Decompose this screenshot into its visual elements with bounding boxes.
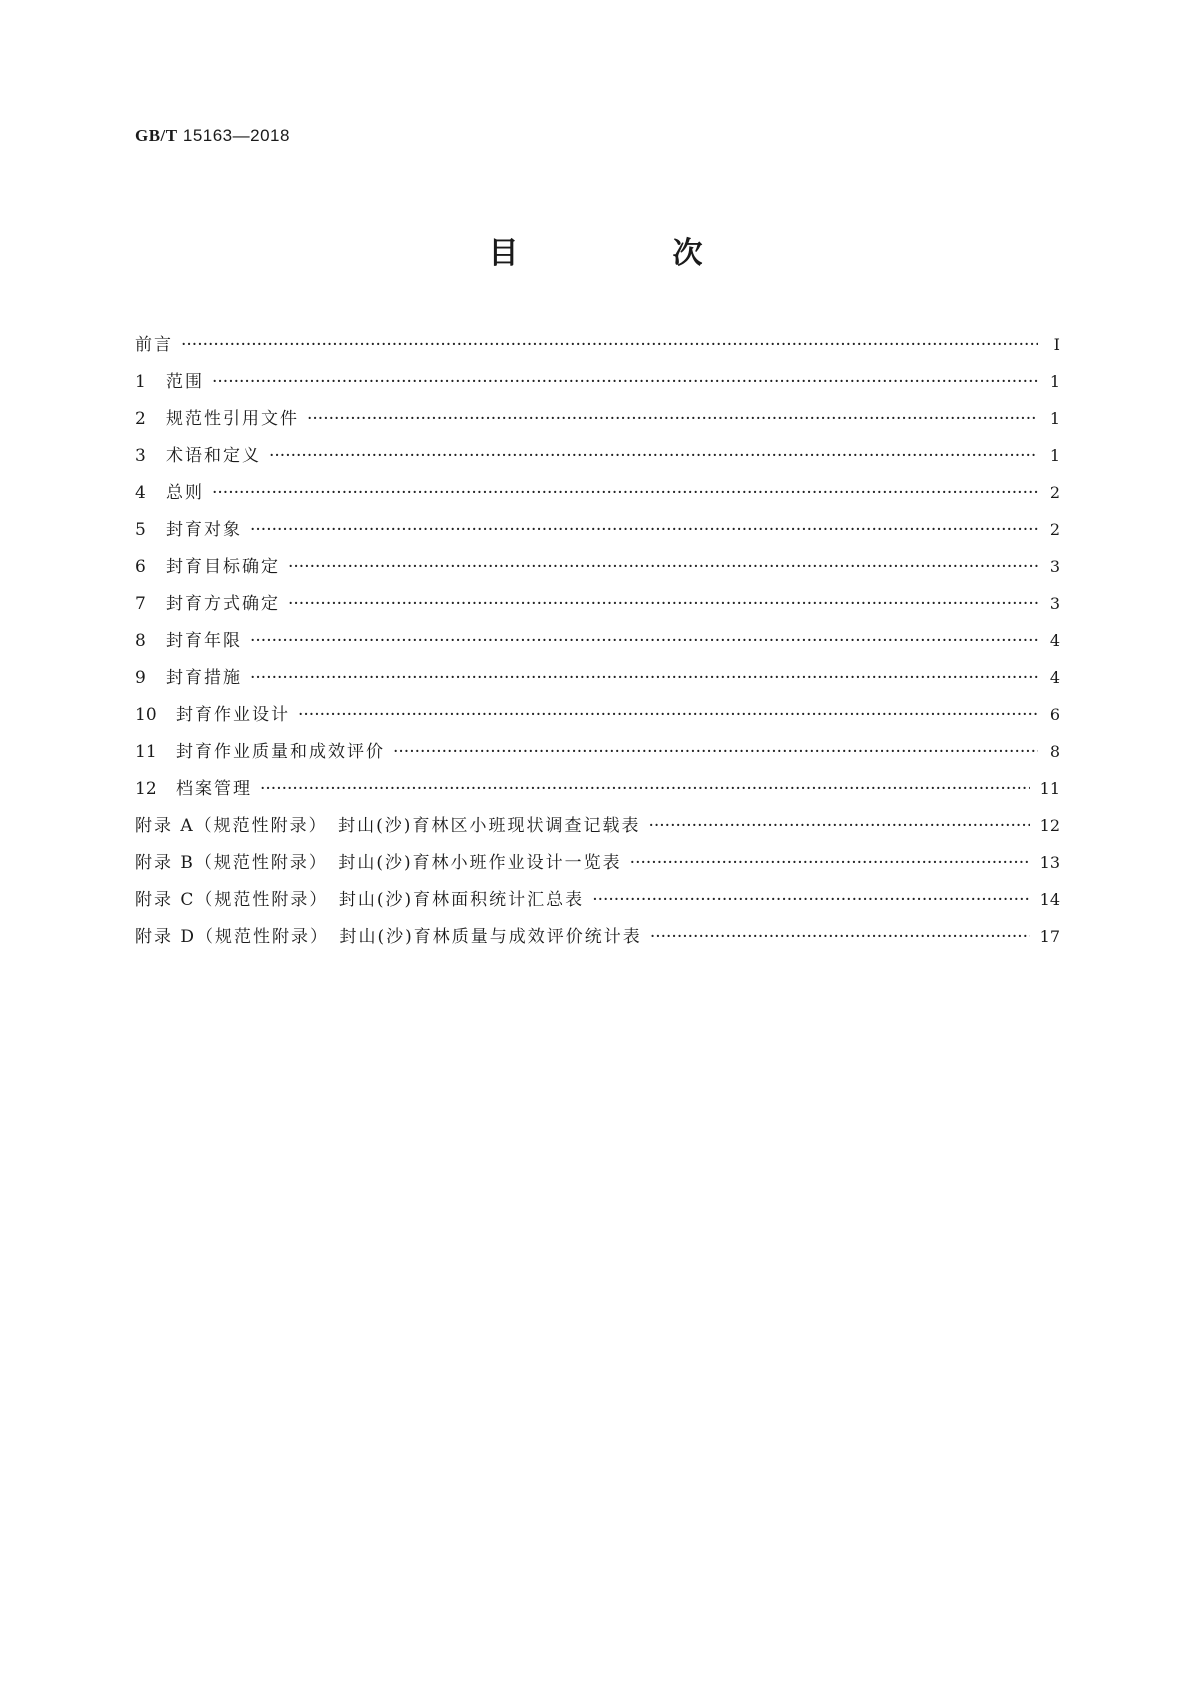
toc-entry-label: 附录 D（规范性附录） 封山(沙)育林质量与成效评价统计表 — [135, 927, 642, 947]
toc-entry-label: 封育年限 — [166, 631, 242, 651]
toc-leader-dots — [250, 623, 1038, 660]
toc-entry-number: 3 — [135, 446, 146, 466]
toc-leader-dots — [212, 475, 1038, 512]
toc-entry-label: 总则 — [166, 483, 204, 503]
toc-entry-number: 1 — [135, 372, 146, 392]
toc-entry-page: 14 — [1039, 890, 1060, 909]
toc-entry-page: 17 — [1039, 927, 1060, 946]
toc-entry-number: 11 — [135, 742, 157, 762]
toc-entry-page: 6 — [1049, 705, 1060, 724]
standard-code — [135, 126, 290, 146]
toc-entry-9[interactable] — [135, 659, 1060, 696]
toc-leader-dots — [288, 586, 1038, 623]
toc-leader-dots — [288, 549, 1038, 586]
toc-leader-dots — [212, 364, 1038, 401]
toc-entry-number: 4 — [135, 483, 146, 503]
standard-prefix: GB/T — [135, 126, 178, 145]
toc-entry-number: 2 — [135, 409, 146, 429]
toc-leader-dots — [648, 808, 1029, 845]
toc-leader-dots — [250, 660, 1038, 697]
toc-leader-dots — [393, 734, 1038, 771]
toc-entry-label: 封育对象 — [166, 520, 242, 540]
toc-entry-page: 12 — [1039, 816, 1060, 835]
toc-entry-label: 封育方式确定 — [166, 594, 280, 614]
table-of-contents — [135, 326, 1060, 955]
toc-entry-page: 1 — [1049, 409, 1060, 428]
toc-leader-dots — [181, 327, 1038, 364]
toc-entry-number: 5 — [135, 520, 146, 540]
toc-entry-label: 档案管理 — [176, 779, 252, 799]
toc-entry-number: 12 — [135, 779, 157, 799]
toc-entry-number: 8 — [135, 631, 146, 651]
toc-entry-number: 6 — [135, 557, 146, 577]
toc-entry-page: 1 — [1049, 372, 1060, 391]
toc-entry-7[interactable] — [135, 585, 1060, 622]
toc-entry-preface[interactable] — [135, 326, 1060, 363]
toc-entry-number: 7 — [135, 594, 146, 614]
toc-entry-label: 封育措施 — [166, 668, 242, 688]
toc-entry-number: 10 — [135, 705, 157, 725]
toc-entry-4[interactable] — [135, 474, 1060, 511]
toc-entry-page: 1 — [1049, 446, 1060, 465]
toc-entry-10[interactable] — [135, 696, 1060, 733]
toc-entry-appendix-a[interactable] — [135, 807, 1060, 844]
toc-entry-1[interactable] — [135, 363, 1060, 400]
toc-entry-page: 8 — [1049, 742, 1060, 761]
toc-entry-label: 附录 C（规范性附录） 封山(沙)育林面积统计汇总表 — [135, 890, 585, 910]
toc-leader-dots — [269, 438, 1038, 475]
toc-entry-label: 术语和定义 — [166, 446, 261, 466]
toc-entry-appendix-b[interactable] — [135, 844, 1060, 881]
standard-number: 15163—2018 — [182, 126, 290, 145]
toc-entry-page: 13 — [1039, 853, 1060, 872]
toc-entry-label: 封育目标确定 — [166, 557, 280, 577]
toc-entry-label: 封育作业质量和成效评价 — [176, 742, 385, 762]
toc-leader-dots — [260, 771, 1030, 808]
toc-entry-label: 规范性引用文件 — [166, 409, 299, 429]
toc-entry-page: 2 — [1049, 483, 1060, 502]
toc-entry-3[interactable] — [135, 437, 1060, 474]
page-title: 目 次 — [488, 236, 765, 271]
toc-entry-appendix-c[interactable] — [135, 881, 1060, 918]
toc-entry-5[interactable] — [135, 511, 1060, 548]
toc-entry-page: 11 — [1039, 779, 1060, 798]
toc-entry-page: Ⅰ — [1053, 335, 1060, 354]
toc-entry-11[interactable] — [135, 733, 1060, 770]
toc-entry-label: 前言 — [135, 335, 173, 355]
toc-entry-label: 范围 — [166, 372, 204, 392]
toc-entry-page: 4 — [1049, 631, 1060, 650]
toc-entry-6[interactable] — [135, 548, 1060, 585]
toc-entry-label: 附录 A（规范性附录） 封山(沙)育林区小班现状调查记载表 — [135, 816, 641, 836]
toc-leader-dots — [630, 845, 1030, 882]
toc-leader-dots — [592, 882, 1029, 919]
toc-leader-dots — [250, 512, 1038, 549]
toc-leader-dots — [298, 697, 1038, 734]
toc-entry-2[interactable] — [135, 400, 1060, 437]
toc-entry-12[interactable] — [135, 770, 1060, 807]
toc-entry-number: 9 — [135, 668, 146, 688]
toc-entry-label: 附录 B（规范性附录） 封山(沙)育林小班作业设计一览表 — [135, 853, 622, 873]
toc-leader-dots — [307, 401, 1038, 438]
toc-leader-dots — [650, 919, 1030, 956]
toc-entry-appendix-d[interactable] — [135, 918, 1060, 955]
toc-entry-page: 3 — [1049, 557, 1060, 576]
toc-entry-page: 4 — [1049, 668, 1060, 687]
toc-entry-label: 封育作业设计 — [176, 705, 290, 725]
toc-entry-page: 3 — [1049, 594, 1060, 613]
toc-entry-page: 2 — [1049, 520, 1060, 539]
toc-entry-8[interactable] — [135, 622, 1060, 659]
